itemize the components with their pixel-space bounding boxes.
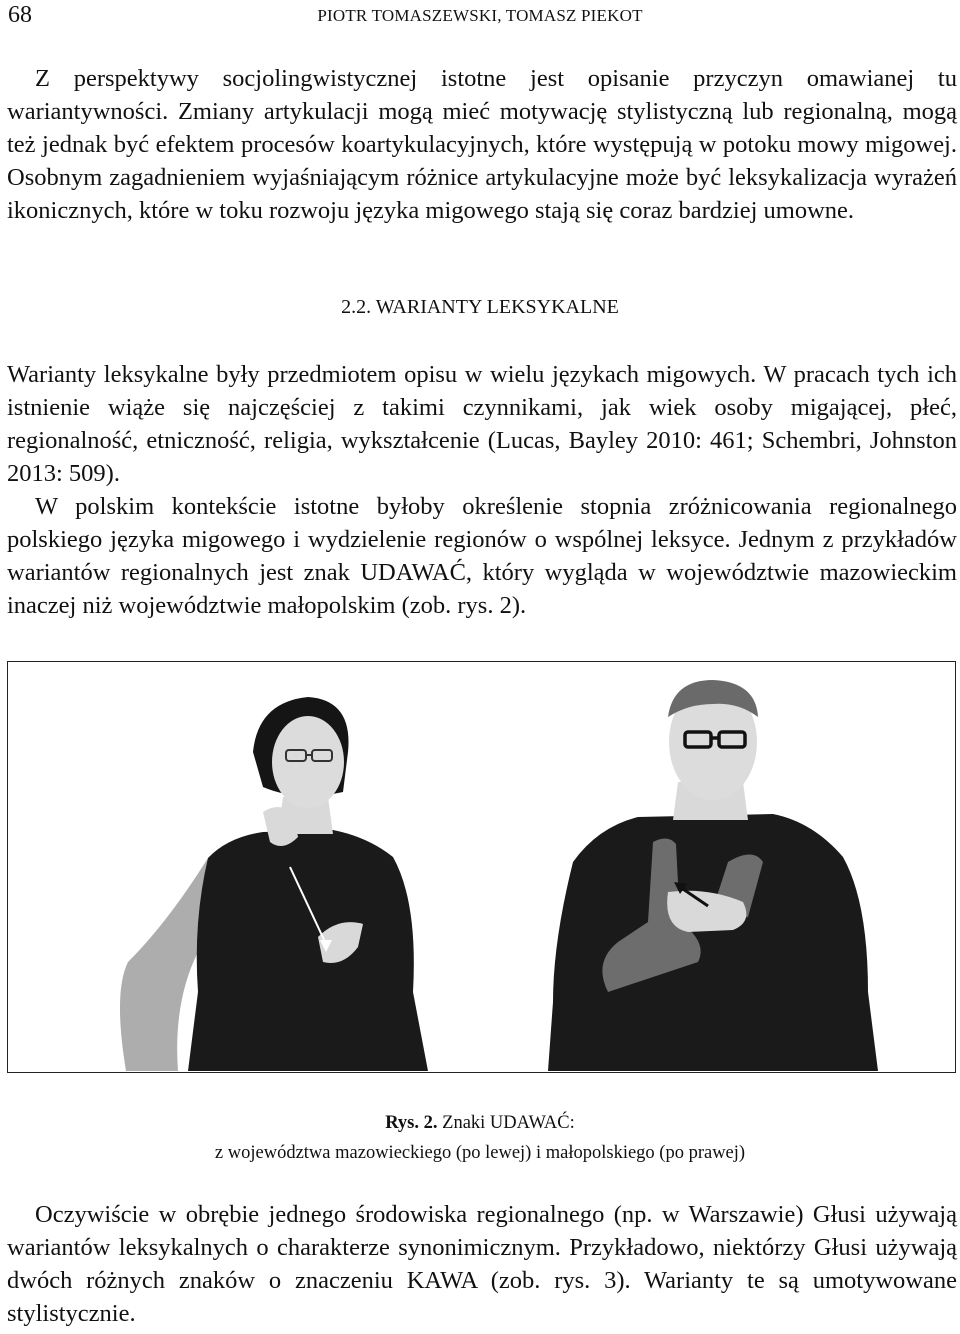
paragraph: Oczywiście w obrębie jednego środowiska regionalnego (np. w Warszawie) Głusi używają wariantów leksykalnych o charakterze synonimicznym. Przykładowo, niektórzy Głusi używają dwóch różnych znaków o znaczeniu KAWA (zob. rys. 3). Warianty te są umotywowane stylistycznie. xyxy=(7,1201,957,1327)
closing-text-block xyxy=(7,1198,957,1330)
figure-caption xyxy=(0,1108,960,1168)
intro-text-block xyxy=(7,62,957,227)
figure-illustration xyxy=(8,662,954,1071)
figure-signs-photo xyxy=(7,661,956,1073)
section-text-block xyxy=(7,358,957,622)
page-header xyxy=(0,0,960,34)
page-number: 68 xyxy=(8,2,32,28)
caption-line-2: z województwa mazowieckiego (po lewej) i małopolskiego (po prawej) xyxy=(214,1143,746,1163)
right-signer xyxy=(548,680,878,1071)
left-signer xyxy=(120,697,428,1071)
caption-label: Rys. 2. xyxy=(385,1113,438,1133)
paragraph: W polskim kontekście istotne byłoby określenie stopnia zróżnicowania regionalnego polskiego języka migowego i wydzielenie regionów o wspólnej leksyce. Jednym z przykładów wariantów regionalnych jest znak UDAWAĆ, który wygląda w województwie mazowieckim inaczej niż województwie małopolskim (zob. rys. 2). xyxy=(7,493,957,619)
caption-line-1 xyxy=(0,1108,960,1138)
caption-title: Znaki UDAWAĆ: xyxy=(442,1113,575,1133)
running-head: PIOTR TOMASZEWSKI, TOMASZ PIEKOT xyxy=(317,6,643,25)
section-heading: 2.2. WARIANTY LEKSYKALNE xyxy=(341,296,619,318)
paragraph: Warianty leksykalne były przedmiotem opisu w wielu językach migowych. W pracach tych ich istnienie wiąże się najczęściej z takimi czynnikami, jak wiek osoby migającej, płeć, regionalność, etniczność, religia, wykształcenie (Lucas, Bayley 2010: 461; Schembri, Johnston 2013: 509). xyxy=(7,361,957,487)
paragraph: Z perspektywy socjolingwistycznej istotne jest opisanie przyczyn omawianej tu wariantywności. Zmiany artykulacji mogą mieć motywację stylistyczną lub regionalną, mogą też jednak być efektem procesów koartykulacyjnych, które występują w potoku mowy migowej. Osobnym zagadnieniem wyjaśniającym różnice artykulacyjne może być leksykalizacja wyrażeń ikonicznych, które w toku rozwoju języka migowego stają się coraz bardziej umowne. xyxy=(7,65,957,224)
